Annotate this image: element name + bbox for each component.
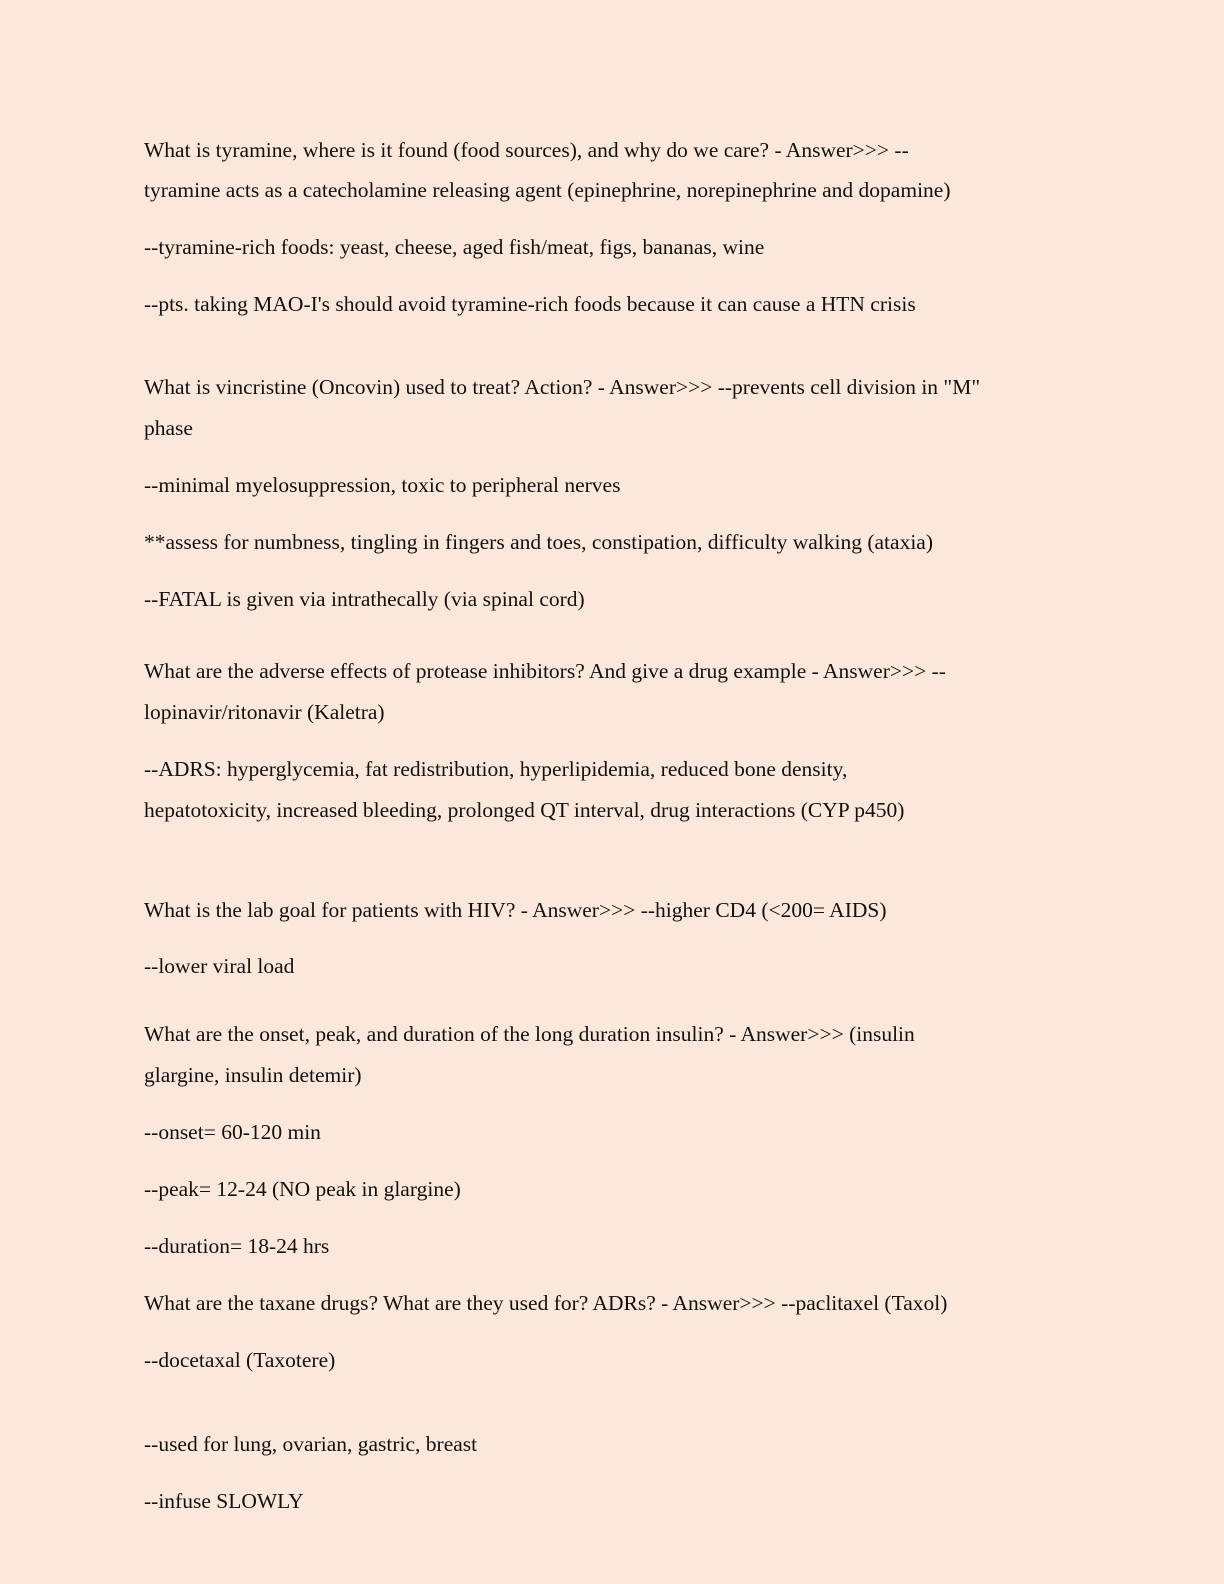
insulin-duration-line: --duration= 18-24 hrs xyxy=(144,1234,330,1258)
insulin-question-line-1: What are the onset, peak, and duration of the long duration insulin? - Answer>>> (insulin xyxy=(144,1022,915,1046)
protease-adrs-line-1: --ADRS: hyperglycemia, fat redistribution, hyperlipidemia, reduced bone density, xyxy=(144,757,848,781)
tyramine-question-line-2: tyramine acts as a catecholamine releasing agent (epinephrine, norepinephrine and dopamine) xyxy=(144,178,951,202)
protease-question-line-1: What are the adverse effects of protease inhibitors? And give a drug example - Answer>>> -- xyxy=(144,659,946,683)
protease-question-line-2: lopinavir/ritonavir (Kaletra) xyxy=(144,700,385,724)
tyramine-foods-line: --tyramine-rich foods: yeast, cheese, aged fish/meat, figs, bananas, wine xyxy=(144,235,765,259)
hiv-viral-load-line: --lower viral load xyxy=(144,954,295,978)
insulin-question-line-2: glargine, insulin detemir) xyxy=(144,1063,362,1087)
vincristine-assess-line: **assess for numbness, tingling in fingers and toes, constipation, difficulty walking (ataxia) xyxy=(144,530,933,554)
insulin-onset-line: --onset= 60-120 min xyxy=(144,1120,321,1144)
protease-adrs-line-2: hepatotoxicity, increased bleeding, prolonged QT interval, drug interactions (CYP p450) xyxy=(144,798,905,822)
vincristine-question-line-2: phase xyxy=(144,416,193,440)
insulin-peak-line: --peak= 12-24 (NO peak in glargine) xyxy=(144,1177,461,1201)
tyramine-maoi-line: --pts. taking MAO-I's should avoid tyramine-rich foods because it can cause a HTN crisis xyxy=(144,292,916,316)
tyramine-question-line-1: What is tyramine, where is it found (food sources), and why do we care? - Answer>>> -- xyxy=(144,138,909,162)
hiv-question-line: What is the lab goal for patients with HIV? - Answer>>> --higher CD4 (<200= AIDS) xyxy=(144,898,887,922)
taxane-uses-line: --used for lung, ovarian, gastric, breast xyxy=(144,1432,478,1456)
vincristine-fatal-line: --FATAL is given via intrathecally (via spinal cord) xyxy=(144,587,585,611)
taxane-docetaxal-line: --docetaxal (Taxotere) xyxy=(144,1348,336,1372)
vincristine-question-line-1: What is vincristine (Oncovin) used to treat? Action? - Answer>>> --prevents cell division in "M" xyxy=(144,375,981,399)
taxane-question-line: What are the taxane drugs? What are they used for? ADRs? - Answer>>> --paclitaxel (Taxol) xyxy=(144,1291,948,1315)
taxane-infuse-line: --infuse SLOWLY xyxy=(144,1489,304,1513)
vincristine-toxicity-line: --minimal myelosuppression, toxic to peripheral nerves xyxy=(144,473,621,497)
